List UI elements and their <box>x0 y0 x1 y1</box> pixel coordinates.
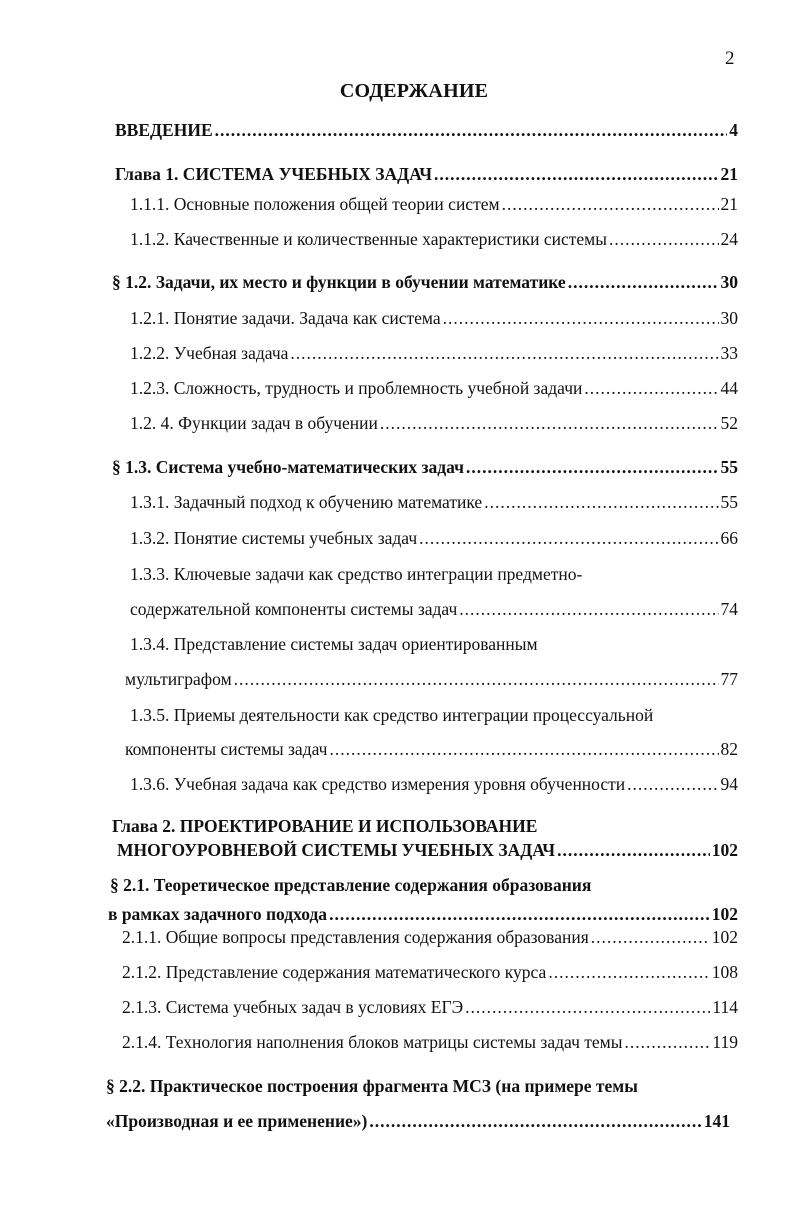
toc-entry-label: 1.2.1. Понятие задачи. Задача как система <box>130 308 441 328</box>
toc-entry-section-2-2-line1: § 2.2. Практическое построения фрагмента МСЗ (на примере темы <box>106 1076 638 1096</box>
toc-entry-label: «Производная и ее применение») <box>106 1111 368 1131</box>
toc-entry-section-2-1[interactable] <box>108 906 738 924</box>
dot-leader <box>625 1034 711 1052</box>
dot-leader <box>591 929 710 947</box>
toc-entry-page: 82 <box>720 739 738 759</box>
toc-entry-page: 74 <box>720 599 738 619</box>
dot-leader <box>369 1113 701 1131</box>
toc-entry-page: 21 <box>720 194 738 214</box>
dot-leader <box>459 601 718 619</box>
toc-entry-1-3-2[interactable] <box>130 530 738 548</box>
dot-leader <box>609 231 719 249</box>
toc-entry-section-2-2[interactable] <box>106 1113 730 1131</box>
dot-leader <box>584 380 718 398</box>
toc-entry-2-1-2[interactable] <box>122 964 738 982</box>
toc-entry-section-2-1-line1: § 2.1. Теоретическое представление содержания образования <box>110 875 592 895</box>
toc-entry-2-1-1[interactable] <box>122 929 738 947</box>
dot-leader <box>380 415 719 433</box>
toc-entry-label: содержательной компоненты системы задач <box>130 599 458 619</box>
toc-entry-label: 1.3.6. Учебная задача как средство измерения уровня обученности <box>130 774 626 794</box>
toc-entry-1-2-2[interactable] <box>130 345 738 363</box>
toc-entry-page: 44 <box>720 378 738 398</box>
toc-entry-1-2-3[interactable] <box>130 380 738 398</box>
page-title: СОДЕРЖАНИЕ <box>339 80 489 102</box>
toc-entry-label: 1.3.2. Понятие системы учебных задач <box>130 528 418 548</box>
toc-entry-page: 24 <box>720 229 738 249</box>
toc-entry-2-1-4[interactable] <box>122 1034 738 1052</box>
dot-leader <box>502 196 719 214</box>
toc-entry-page: 55 <box>720 457 738 477</box>
page-number: 2 <box>725 48 735 69</box>
toc-entry-1-3-4-line1: 1.3.4. Представление системы задач ориентированным <box>130 634 538 654</box>
toc-entry-1-2-4[interactable] <box>130 415 738 433</box>
toc-entry-page: 102 <box>711 927 738 947</box>
toc-entry-label: § 1.2. Задачи, их место и функции в обучении математике <box>112 272 566 292</box>
toc-entry-label: 1.3.1. Задачный подход к обучению математике <box>130 492 483 512</box>
dot-leader <box>466 459 718 477</box>
toc-entry-page: 30 <box>720 308 738 328</box>
toc-entry-page: 114 <box>712 997 738 1017</box>
toc-entry-page: 52 <box>720 413 738 433</box>
dot-leader <box>465 999 710 1017</box>
dot-leader <box>557 842 710 860</box>
toc-entry-1-3-3[interactable] <box>130 601 738 619</box>
toc-entry-2-1-3[interactable] <box>122 999 738 1017</box>
toc-entry-section-1-3[interactable] <box>112 459 738 477</box>
toc-entry-page: 102 <box>711 840 738 860</box>
toc-entry-label: 1.2. 4. Функции задач в обучении <box>130 413 378 433</box>
toc-entry-label: мультиграфом <box>125 669 232 689</box>
toc-entry-1-3-4[interactable] <box>125 671 738 689</box>
toc-entry-section-1-2[interactable] <box>112 274 738 292</box>
dot-leader <box>215 122 728 140</box>
toc-entry-page: 55 <box>720 492 738 512</box>
dot-leader <box>548 964 709 982</box>
dot-leader <box>434 166 718 184</box>
toc-entry-chapter-2-line1: Глава 2. ПРОЕКТИРОВАНИЕ И ИСПОЛЬЗОВАНИЕ <box>112 816 538 836</box>
dot-leader <box>568 274 719 292</box>
toc-entry-label: Глава 1. СИСТЕМА УЧЕБНЫХ ЗАДАЧ <box>115 164 433 184</box>
toc-entry-page: 94 <box>720 774 738 794</box>
toc-entry-label: 2.1.2. Представление содержания математического курса <box>122 962 547 982</box>
toc-entry-page: 77 <box>720 669 738 689</box>
toc-entry-page: 108 <box>711 962 738 982</box>
toc-entry-1-1-2[interactable] <box>130 231 738 249</box>
dot-leader <box>329 906 710 924</box>
toc-entry-page: 33 <box>720 343 738 363</box>
dot-leader <box>329 741 718 759</box>
toc-entry-1-1-1[interactable] <box>130 196 738 214</box>
dot-leader <box>484 494 718 512</box>
toc-entry-page: 21 <box>720 164 738 184</box>
toc-entry-1-3-5-line1: 1.3.5. Приемы деятельности как средство интеграции процессуальной <box>130 705 654 725</box>
toc-entry-label: 1.1.1. Основные положения общей теории систем <box>130 194 500 214</box>
dot-leader <box>443 310 719 328</box>
toc-entry-1-3-6[interactable] <box>130 776 738 794</box>
toc-entry-page: 4 <box>729 120 738 140</box>
toc-entry-page: 66 <box>720 528 738 548</box>
dot-leader <box>234 671 719 689</box>
toc-entry-label: 2.1.3. Система учебных задач в условиях ЕГЭ <box>122 997 464 1017</box>
toc-entry-1-2-1[interactable] <box>130 310 738 328</box>
toc-entry-chapter-1[interactable] <box>115 166 738 184</box>
dot-leader <box>290 345 718 363</box>
dot-leader <box>627 776 718 794</box>
toc-entry-page: 102 <box>711 904 738 924</box>
toc-entry-label: ВВЕДЕНИЕ <box>115 120 213 140</box>
toc-entry-label: 1.2.2. Учебная задача <box>130 343 289 363</box>
toc-entry-1-3-1[interactable] <box>130 494 738 512</box>
toc-entry-1-3-5[interactable] <box>125 741 738 759</box>
toc-entry-label: 2.1.1. Общие вопросы представления содержания образования <box>122 927 589 947</box>
toc-entry-1-3-3-line1: 1.3.3. Ключевые задачи как средство интеграции предметно- <box>130 564 583 584</box>
toc-entry-label: МНОГОУРОВНЕВОЙ СИСТЕМЫ УЧЕБНЫХ ЗАДАЧ <box>117 840 556 860</box>
toc-entry-page: 30 <box>720 272 738 292</box>
toc-entry-label: 1.1.2. Качественные и количественные характеристики системы <box>130 229 607 249</box>
dot-leader <box>419 530 718 548</box>
toc-entry-label: § 1.3. Система учебно-математических задач <box>112 457 465 477</box>
toc-entry-chapter-2[interactable] <box>117 842 738 860</box>
toc-entry-label: 2.1.4. Технология наполнения блоков матрицы системы задач темы <box>122 1032 623 1052</box>
toc-entry-label: 1.2.3. Сложность, трудность и проблемность учебной задачи <box>130 378 583 398</box>
toc-entry-introduction[interactable] <box>115 122 738 140</box>
toc-entry-page: 119 <box>712 1032 738 1052</box>
toc-entry-label: в рамках задачного подхода <box>108 904 328 924</box>
toc-entry-page: 141 <box>703 1111 730 1131</box>
toc-entry-label: компоненты системы задач <box>125 739 328 759</box>
